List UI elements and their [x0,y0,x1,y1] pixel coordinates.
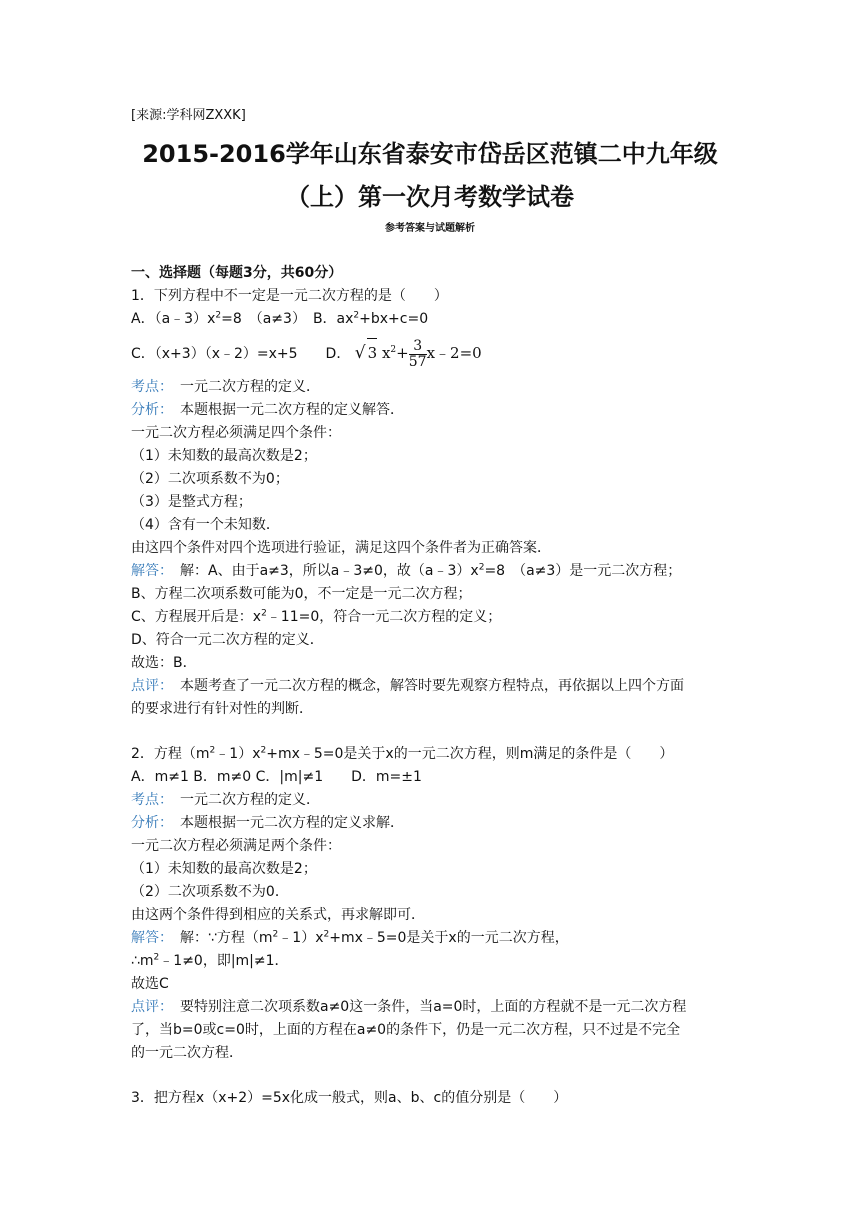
q2-jieda-mid: ﹣1）x [278,930,324,946]
fraction-numerator: 3 [409,339,427,355]
q2-choice: 故选C [131,976,169,992]
q1-opt-a-pre: A．（a﹣3）x [131,311,216,327]
q2-jieda [131,928,569,948]
page-title-line2: （上）第一次月考数学试卷 [286,183,574,211]
q2-analysis-4: 由这两个条件得到相应的关系式，再求解即可． [131,907,425,923]
kaodian-label: 考点： [131,792,166,808]
kaodian-label: 考点： [131,379,166,395]
page-subtitle: 参考答案与试题解析 [385,223,475,234]
q1-opt-d-plus: + [396,344,409,362]
q2-analysis-2: （1）未知数的最高次数是2； [131,861,317,877]
q1-jieda-pre: 解：A、由于a≠3，所以a﹣3≠0，故（a﹣3）x [180,563,479,579]
q2-kaodian-text: 一元二次方程的定义． [180,792,320,808]
jieda-label: 解答： [131,930,166,946]
q2-therefore-pre: ∴m [131,953,154,969]
q2-dianping-cont-1: 了，当b=0或c=0时，上面的方程在a≠0的条件下，仍是一元二次方程，只不过是不完全 [131,1022,681,1038]
dianping-label: 点评： [131,678,166,694]
q2-dianping-cont-2: 的一元二次方程． [131,1045,243,1061]
q1-kaodian-text: 一元二次方程的定义． [180,379,320,395]
q1-dianping [131,676,684,696]
q1-analysis-6: 由这四个条件对四个选项进行验证，满足这四个条件者为正确答案． [131,540,551,556]
q1-analysis-2: （1）未知数的最高次数是2； [131,448,317,464]
superscript: 2 [261,608,267,619]
q1-opt-d-radicand: 3 [367,338,378,367]
q1-answer-d: D、符合一元二次方程的定义． [131,632,324,648]
q1-answer-b: B、方程二次项系数可能为0，不一定是一元二次方程； [131,586,472,602]
q2-jieda-post: +mx﹣5=0是关于x的一元二次方程， [329,930,569,946]
q2-stem-mid: ﹣1）x [215,746,261,762]
superscript: 2 [215,310,222,321]
q1-kaodian [131,377,320,397]
q2-dianping [131,997,686,1017]
source-note: [来源:学科网ZXXK] [131,108,246,123]
section-heading: 一、选择题（每题3分，共60分） [131,265,343,281]
q2-dianping-text: 要特别注意二次项系数a≠0这一条件，当a=0时，上面的方程就不是一元二次方程 [180,999,687,1015]
q2-fenxi-text: 本题根据一元二次方程的定义求解． [180,815,404,831]
q1-opt-a-post: =8 （a≠3） B．ax [221,311,354,327]
q2-therefore [131,951,289,971]
q1-stem: 1．下列方程中不一定是一元二次方程的是（ ） [131,288,448,304]
q2-stem-post: +mx﹣5=0是关于x的一元二次方程，则m满足的条件是（ ） [266,746,674,762]
fenxi-label: 分析： [131,815,166,831]
q1-answer-c [131,607,501,627]
q1-choice: 故选：B． [131,655,197,671]
q1-fenxi [131,400,404,420]
q1-dianping-text: 本题考查了一元二次方程的概念，解答时要先观察方程特点，再依据以上四个方面 [180,678,684,694]
q1-answer-c-post: ﹣11=0，符合一元二次方程的定义； [266,609,502,625]
q2-stem [131,744,673,764]
q1-opt-d-tail: x﹣2=0 [426,344,482,362]
superscript: 2 [153,952,160,963]
q1-opt-d-fraction [409,339,427,370]
superscript: 2 [478,562,485,573]
q1-jieda [131,561,681,581]
superscript: 2 [272,929,279,940]
sqrt-icon: √ [354,343,366,363]
q1-analysis-3: （2）二次项系数不为0； [131,471,289,487]
q2-stem-pre: 2．方程（m [131,746,210,762]
q1-fenxi-text: 本题根据一元二次方程的定义解答． [180,402,404,418]
q2-fenxi [131,813,404,833]
q2-therefore-post: ﹣1≠0，即|m|≠1． [159,953,289,969]
q1-opt-d-formula [355,338,482,370]
q1-opt-b-post: +bx+c=0 [359,311,429,327]
superscript: 2 [390,345,397,355]
superscript: 2 [323,929,330,940]
dianping-label: 点评： [131,999,166,1015]
q2-jieda-pre: 解：∵方程（m [180,930,273,946]
jieda-label: 解答： [131,563,166,579]
q1-answer-c-pre: C、方程展开后是：x [131,609,262,625]
q1-analysis-5: （4）含有一个未知数． [131,517,280,533]
q1-analysis-4: （3）是整式方程； [131,494,252,510]
q1-options-ab [131,309,428,329]
superscript: 2 [260,745,267,756]
q2-options: A．m≠1 B．m≠0 C．|m|≠1 D．m=±1 [131,769,422,785]
superscript: 2 [209,745,216,756]
q1-opt-c: C．（x+3）（x﹣2）=x+5 D． [131,345,351,362]
fraction-denominator: 57 [408,353,427,370]
q1-opt-d-x: x [381,344,391,362]
page-title-line1: 2015-2016学年山东省泰安市岱岳区范镇二中九年级 [142,140,718,168]
fenxi-label: 分析： [131,402,166,418]
superscript: 2 [353,310,360,321]
q1-analysis-1: 一元二次方程必须满足四个条件： [131,425,341,441]
q1-dianping-cont: 的要求进行有针对性的判断． [131,701,313,717]
q2-analysis-1: 一元二次方程必须满足两个条件： [131,838,341,854]
q2-kaodian [131,790,320,810]
q2-analysis-3: （2）二次项系数不为0． [131,884,289,900]
q3-stem: 3．把方程x（x+2）=5x化成一般式，则a、b、c的值分别是（ ） [131,1090,568,1106]
q1-options-cd [131,338,482,370]
q1-jieda-post: =8 （a≠3）是一元二次方程； [484,563,682,579]
